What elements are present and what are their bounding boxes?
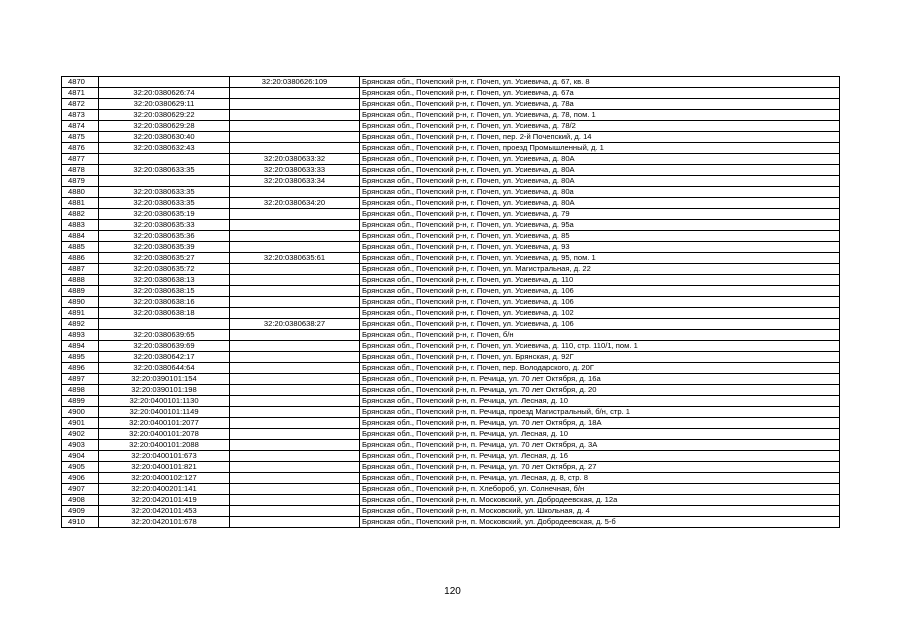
address-cell: Брянская обл., Почепский р-н, г. Почеп, ул. Усиевича, д. 110, стр. 110/1, пом. 1 — [360, 341, 840, 352]
row-number-cell: 4903 — [62, 440, 99, 451]
linked-cadastral-number-cell — [230, 308, 360, 319]
cadastral-number-cell — [99, 154, 230, 165]
row-number-cell: 4887 — [62, 264, 99, 275]
row-number-cell: 4904 — [62, 451, 99, 462]
cadastral-number-cell: 32:20:0380630:40 — [99, 132, 230, 143]
cadastral-number-cell: 32:20:0380639:65 — [99, 330, 230, 341]
cadastral-number-cell: 32:20:0380638:18 — [99, 308, 230, 319]
linked-cadastral-number-cell — [230, 407, 360, 418]
table-row — [62, 506, 840, 517]
row-number-cell: 4882 — [62, 209, 99, 220]
linked-cadastral-number-cell — [230, 231, 360, 242]
address-cell: Брянская обл., Почепский р-н, г. Почеп, ул. Усиевича, д. 67, кв. 8 — [360, 77, 840, 88]
cadastral-number-cell: 32:20:0380639:69 — [99, 341, 230, 352]
linked-cadastral-number-cell — [230, 473, 360, 484]
address-cell: Брянская обл., Почепский р-н, г. Почеп, ул. Усиевича, д. 79 — [360, 209, 840, 220]
table-row — [62, 264, 840, 275]
table-row — [62, 440, 840, 451]
address-cell: Брянская обл., Почепский р-н, г. Почеп, ул. Усиевича, д. 102 — [360, 308, 840, 319]
linked-cadastral-number-cell: 32:20:0380626:109 — [230, 77, 360, 88]
address-cell: Брянская обл., Почепский р-н, п. Речица, ул. 70 лет Октября, д. 20 — [360, 385, 840, 396]
linked-cadastral-number-cell — [230, 99, 360, 110]
linked-cadastral-number-cell — [230, 440, 360, 451]
cadastral-number-cell: 32:20:0390101:198 — [99, 385, 230, 396]
cadastral-number-cell: 32:20:0390101:154 — [99, 374, 230, 385]
row-number-cell: 4874 — [62, 121, 99, 132]
linked-cadastral-number-cell — [230, 396, 360, 407]
table-row — [62, 286, 840, 297]
linked-cadastral-number-cell — [230, 264, 360, 275]
linked-cadastral-number-cell — [230, 187, 360, 198]
cadastral-number-cell: 32:20:0400101:1149 — [99, 407, 230, 418]
table-row — [62, 451, 840, 462]
linked-cadastral-number-cell — [230, 341, 360, 352]
table-row — [62, 407, 840, 418]
row-number-cell: 4898 — [62, 385, 99, 396]
linked-cadastral-number-cell — [230, 132, 360, 143]
address-cell: Брянская обл., Почепский р-н, п. Речица, ул. Лесная, д. 16 — [360, 451, 840, 462]
linked-cadastral-number-cell: 32:20:0380633:32 — [230, 154, 360, 165]
table-row — [62, 88, 840, 99]
row-number-cell: 4877 — [62, 154, 99, 165]
cadastral-number-cell: 32:20:0400101:673 — [99, 451, 230, 462]
address-cell: Брянская обл., Почепский р-н, п. Речица, ул. Лесная, д. 10 — [360, 429, 840, 440]
row-number-cell: 4883 — [62, 220, 99, 231]
table-row — [62, 319, 840, 330]
table-row — [62, 132, 840, 143]
row-number-cell: 4884 — [62, 231, 99, 242]
cadastral-number-cell — [99, 319, 230, 330]
row-number-cell: 4876 — [62, 143, 99, 154]
table-row — [62, 374, 840, 385]
address-cell: Брянская обл., Почепский р-н, г. Почеп, ул. Усиевича, д. 80а — [360, 187, 840, 198]
row-number-cell: 4902 — [62, 429, 99, 440]
table-row — [62, 99, 840, 110]
row-number-cell: 4891 — [62, 308, 99, 319]
table-row — [62, 220, 840, 231]
row-number-cell: 4897 — [62, 374, 99, 385]
linked-cadastral-number-cell — [230, 242, 360, 253]
table-row — [62, 198, 840, 209]
row-number-cell: 4879 — [62, 176, 99, 187]
cadastral-number-cell: 32:20:0380644:64 — [99, 363, 230, 374]
linked-cadastral-number-cell: 32:20:0380633:34 — [230, 176, 360, 187]
row-number-cell: 4896 — [62, 363, 99, 374]
linked-cadastral-number-cell: 32:20:0380634:20 — [230, 198, 360, 209]
row-number-cell: 4906 — [62, 473, 99, 484]
cadastral-number-cell: 32:20:0380629:28 — [99, 121, 230, 132]
cadastral-number-cell: 32:20:0380633:35 — [99, 187, 230, 198]
linked-cadastral-number-cell — [230, 220, 360, 231]
linked-cadastral-number-cell — [230, 451, 360, 462]
cadastral-number-cell: 32:20:0380629:11 — [99, 99, 230, 110]
table-row — [62, 77, 840, 88]
address-cell: Брянская обл., Почепский р-н, г. Почеп, ул. Усиевича, д. 95а — [360, 220, 840, 231]
address-cell: Брянская обл., Почепский р-н, г. Почеп, проезд Промышленный, д. 1 — [360, 143, 840, 154]
table-row — [62, 110, 840, 121]
row-number-cell: 4892 — [62, 319, 99, 330]
table-row — [62, 396, 840, 407]
table-row — [62, 242, 840, 253]
table-row — [62, 253, 840, 264]
row-number-cell: 4886 — [62, 253, 99, 264]
table-row — [62, 121, 840, 132]
row-number-cell: 4907 — [62, 484, 99, 495]
cadastral-number-cell: 32:20:0400101:2078 — [99, 429, 230, 440]
linked-cadastral-number-cell — [230, 143, 360, 154]
cadastral-number-cell: 32:20:0380642:17 — [99, 352, 230, 363]
cadastral-number-cell: 32:20:0420101:419 — [99, 495, 230, 506]
linked-cadastral-number-cell — [230, 462, 360, 473]
table-row — [62, 330, 840, 341]
row-number-cell: 4894 — [62, 341, 99, 352]
table-row — [62, 165, 840, 176]
row-number-cell: 4871 — [62, 88, 99, 99]
address-cell: Брянская обл., Почепский р-н, г. Почеп, пер. Володарского, д. 20Г — [360, 363, 840, 374]
linked-cadastral-number-cell — [230, 506, 360, 517]
address-cell: Брянская обл., Почепский р-н, г. Почеп, ул. Усиевича, д. 80А — [360, 154, 840, 165]
table-row — [62, 209, 840, 220]
address-cell: Брянская обл., Почепский р-н, п. Речица, ул. 70 лет Октября, д. 16а — [360, 374, 840, 385]
cadastral-number-cell: 32:20:0380638:15 — [99, 286, 230, 297]
row-number-cell: 4890 — [62, 297, 99, 308]
table-row — [62, 176, 840, 187]
linked-cadastral-number-cell — [230, 121, 360, 132]
address-cell: Брянская обл., Почепский р-н, г. Почеп, ул. Усиевича, д. 85 — [360, 231, 840, 242]
cadastral-number-cell: 32:20:0400201:141 — [99, 484, 230, 495]
row-number-cell: 4881 — [62, 198, 99, 209]
registry-table-body — [62, 77, 840, 528]
linked-cadastral-number-cell: 32:20:0380633:33 — [230, 165, 360, 176]
row-number-cell: 4870 — [62, 77, 99, 88]
table-row — [62, 363, 840, 374]
linked-cadastral-number-cell — [230, 297, 360, 308]
address-cell: Брянская обл., Почепский р-н, г. Почеп, б/н — [360, 330, 840, 341]
linked-cadastral-number-cell — [230, 330, 360, 341]
address-cell: Брянская обл., Почепский р-н, г. Почеп, ул. Брянская, д. 92Г — [360, 352, 840, 363]
cadastral-number-cell: 32:20:0380635:19 — [99, 209, 230, 220]
cadastral-number-cell: 32:20:0400102:127 — [99, 473, 230, 484]
address-cell: Брянская обл., Почепский р-н, г. Почеп, ул. Усиевича, д. 67а — [360, 88, 840, 99]
table-row — [62, 385, 840, 396]
linked-cadastral-number-cell — [230, 286, 360, 297]
address-cell: Брянская обл., Почепский р-н, г. Почеп, ул. Усиевича, д. 80А — [360, 198, 840, 209]
address-cell: Брянская обл., Почепский р-н, п. Речица, ул. 70 лет Октября, д. 27 — [360, 462, 840, 473]
linked-cadastral-number-cell — [230, 495, 360, 506]
table-row — [62, 297, 840, 308]
address-cell: Брянская обл., Почепский р-н, п. Речица, проезд Магистральный, б/н, стр. 1 — [360, 407, 840, 418]
address-cell: Брянская обл., Почепский р-н, п. Речица, ул. Лесная, д. 8, стр. 8 — [360, 473, 840, 484]
cadastral-number-cell: 32:20:0380633:35 — [99, 165, 230, 176]
address-cell: Брянская обл., Почепский р-н, г. Почеп, ул. Усиевича, д. 110 — [360, 275, 840, 286]
cadastral-number-cell: 32:20:0380638:16 — [99, 297, 230, 308]
row-number-cell: 4909 — [62, 506, 99, 517]
registry-table — [61, 76, 840, 528]
address-cell: Брянская обл., Почепский р-н, п. Речица, ул. Лесная, д. 10 — [360, 396, 840, 407]
row-number-cell: 4893 — [62, 330, 99, 341]
address-cell: Брянская обл., Почепский р-н, г. Почеп, ул. Усиевича, д. 106 — [360, 286, 840, 297]
linked-cadastral-number-cell — [230, 352, 360, 363]
cadastral-number-cell — [99, 77, 230, 88]
linked-cadastral-number-cell — [230, 484, 360, 495]
cadastral-number-cell: 32:20:0400101:2077 — [99, 418, 230, 429]
linked-cadastral-number-cell — [230, 429, 360, 440]
table-row — [62, 517, 840, 528]
linked-cadastral-number-cell — [230, 110, 360, 121]
address-cell: Брянская обл., Почепский р-н, п. Московский, ул. Добродеевская, д. 5-б — [360, 517, 840, 528]
table-row — [62, 154, 840, 165]
row-number-cell: 4889 — [62, 286, 99, 297]
cadastral-number-cell: 32:20:0420101:453 — [99, 506, 230, 517]
row-number-cell: 4899 — [62, 396, 99, 407]
address-cell: Брянская обл., Почепский р-н, п. Речица, ул. 70 лет Октября, д. 3А — [360, 440, 840, 451]
address-cell: Брянская обл., Почепский р-н, г. Почеп, ул. Усиевича, д. 80А — [360, 176, 840, 187]
row-number-cell: 4880 — [62, 187, 99, 198]
cadastral-number-cell: 32:20:0380635:27 — [99, 253, 230, 264]
linked-cadastral-number-cell — [230, 88, 360, 99]
linked-cadastral-number-cell: 32:20:0380635:61 — [230, 253, 360, 264]
table-row — [62, 429, 840, 440]
linked-cadastral-number-cell — [230, 517, 360, 528]
address-cell: Брянская обл., Почепский р-н, п. Московский, ул. Школьная, д. 4 — [360, 506, 840, 517]
address-cell: Брянская обл., Почепский р-н, г. Почеп, ул. Усиевича, д. 78а — [360, 99, 840, 110]
address-cell: Брянская обл., Почепский р-н, г. Почеп, ул. Усиевича, д. 106 — [360, 297, 840, 308]
address-cell: Брянская обл., Почепский р-н, п. Хлебороб, ул. Солнечная, б/н — [360, 484, 840, 495]
cadastral-number-cell: 32:20:0400101:1130 — [99, 396, 230, 407]
cadastral-number-cell: 32:20:0380626:74 — [99, 88, 230, 99]
table-row — [62, 418, 840, 429]
table-row — [62, 275, 840, 286]
cadastral-number-cell: 32:20:0380635:33 — [99, 220, 230, 231]
cadastral-number-cell: 32:20:0380638:13 — [99, 275, 230, 286]
cadastral-number-cell: 32:20:0400101:821 — [99, 462, 230, 473]
table-row — [62, 484, 840, 495]
table-row — [62, 143, 840, 154]
linked-cadastral-number-cell — [230, 363, 360, 374]
cadastral-number-cell: 32:20:0380633:35 — [99, 198, 230, 209]
address-cell: Брянская обл., Почепский р-н, п. Московский, ул. Добродеевская, д. 12а — [360, 495, 840, 506]
table-row — [62, 352, 840, 363]
address-cell: Брянская обл., Почепский р-н, г. Почеп, ул. Усиевича, д. 80А — [360, 165, 840, 176]
cadastral-number-cell: 32:20:0380635:39 — [99, 242, 230, 253]
table-row — [62, 473, 840, 484]
cadastral-number-cell: 32:20:0400101:2088 — [99, 440, 230, 451]
row-number-cell: 4901 — [62, 418, 99, 429]
row-number-cell: 4885 — [62, 242, 99, 253]
linked-cadastral-number-cell — [230, 374, 360, 385]
row-number-cell: 4895 — [62, 352, 99, 363]
cadastral-number-cell: 32:20:0380629:22 — [99, 110, 230, 121]
cadastral-number-cell: 32:20:0420101:678 — [99, 517, 230, 528]
address-cell: Брянская обл., Почепский р-н, г. Почеп, ул. Усиевича, д. 78/2 — [360, 121, 840, 132]
row-number-cell: 4888 — [62, 275, 99, 286]
row-number-cell: 4878 — [62, 165, 99, 176]
row-number-cell: 4875 — [62, 132, 99, 143]
row-number-cell: 4872 — [62, 99, 99, 110]
address-cell: Брянская обл., Почепский р-н, г. Почеп, ул. Усиевича, д. 93 — [360, 242, 840, 253]
address-cell: Брянская обл., Почепский р-н, г. Почеп, ул. Усиевича, д. 95, пом. 1 — [360, 253, 840, 264]
linked-cadastral-number-cell — [230, 275, 360, 286]
table-row — [62, 187, 840, 198]
address-cell: Брянская обл., Почепский р-н, г. Почеп, ул. Магистральная, д. 22 — [360, 264, 840, 275]
table-row — [62, 341, 840, 352]
linked-cadastral-number-cell — [230, 418, 360, 429]
cadastral-number-cell: 32:20:0380632:43 — [99, 143, 230, 154]
linked-cadastral-number-cell — [230, 209, 360, 220]
cadastral-number-cell: 32:20:0380635:36 — [99, 231, 230, 242]
address-cell: Брянская обл., Почепский р-н, г. Почеп, ул. Усиевича, д. 78, пом. 1 — [360, 110, 840, 121]
address-cell: Брянская обл., Почепский р-н, п. Речица, ул. 70 лет Октября, д. 18А — [360, 418, 840, 429]
row-number-cell: 4910 — [62, 517, 99, 528]
linked-cadastral-number-cell — [230, 385, 360, 396]
row-number-cell: 4900 — [62, 407, 99, 418]
linked-cadastral-number-cell: 32:20:0380638:27 — [230, 319, 360, 330]
row-number-cell: 4908 — [62, 495, 99, 506]
table-row — [62, 495, 840, 506]
table-row — [62, 231, 840, 242]
row-number-cell: 4873 — [62, 110, 99, 121]
table-row — [62, 462, 840, 473]
cadastral-number-cell — [99, 176, 230, 187]
table-row — [62, 308, 840, 319]
address-cell: Брянская обл., Почепский р-н, г. Почеп, ул. Усиевича, д. 106 — [360, 319, 840, 330]
row-number-cell: 4905 — [62, 462, 99, 473]
cadastral-number-cell: 32:20:0380635:72 — [99, 264, 230, 275]
page-number: 120 — [444, 586, 461, 597]
address-cell: Брянская обл., Почепский р-н, г. Почеп, пер. 2-й Почепский, д. 14 — [360, 132, 840, 143]
